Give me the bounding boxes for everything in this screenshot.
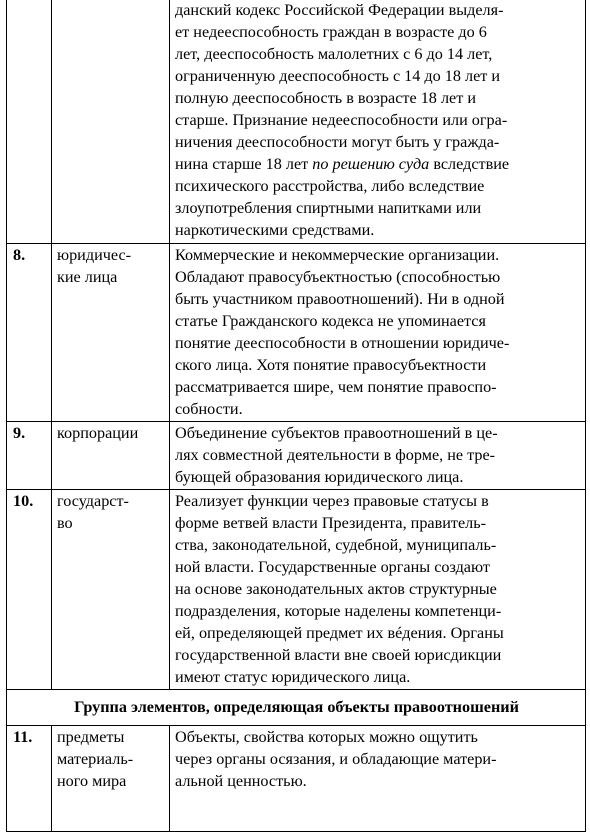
group-header-row [7, 690, 586, 726]
row-number: 11. [7, 726, 52, 832]
table-row [7, 244, 586, 422]
row-number: 9. [7, 422, 52, 490]
row-description: Объекты, свойства которых можно ощутить через органы осязания, и обладающие матери- альной ценностью. [170, 726, 586, 832]
description-text: вследствие психического расстройства, либо вследствие злоупотребления спиртными напитками или наркотическими средствами. [175, 155, 510, 239]
table-row [7, 490, 586, 690]
row-term: предметы материаль- ного мира [52, 726, 170, 832]
row-term: юридичес- кие лица [52, 244, 170, 422]
row-term [52, 0, 170, 244]
description-text: данский кодекс Российской Федерации выделя- ет недееспособность граждан в возрасте до 6 лет, дееспособность малолетних с 6 до 14 лет, ограниченную дееспособность с 14 до 18 лет и полную дееспособность в возрасте 18 лет и старше. Признание недееспособности или огра- ничения дееспособности могут быть у гражда- нина старше 18 лет [175, 1, 508, 173]
row-number: 8. [7, 244, 52, 422]
row-term: государст- во [52, 490, 170, 690]
document-table [6, 0, 586, 832]
table-row [7, 422, 586, 490]
description-emphasis: по решению суда [312, 155, 430, 173]
row-description [170, 0, 586, 244]
table-row [7, 0, 586, 244]
row-description: Реализует функции через правовые статусы в форме ветвей власти Президента, правитель- ства, законодательной, судебной, муниципаль- ной власти. Государственные органы создают на основе законодательных актов структурные подразделения, которые наделены компетенци- ей, определяющей предмет их вéдения. Органы государственной власти вне своей юрисдикции имеют статус юридического лица. [170, 490, 586, 690]
row-description: Коммерческие и некоммерческие организации. Обладают правосубъектностью (способностью быть участником правоотношений). Ни в одной статье Гражданского кодекса не упоминается понятие дееспособности в отношении юридиче- ского лица. Хотя понятие правосубъектности рассматривается шире, чем понятие правоспо- собности. [170, 244, 586, 422]
row-number: 10. [7, 490, 52, 690]
row-description: Объединение субъектов правоотношений в це- лях совместной деятельности в форме, не тре- бующей образования юридического лица. [170, 422, 586, 490]
row-number [7, 0, 52, 244]
row-term: корпорации [52, 422, 170, 490]
table-row [7, 726, 586, 832]
group-header: Группа элементов, определяющая объекты правоотношений [7, 690, 586, 726]
